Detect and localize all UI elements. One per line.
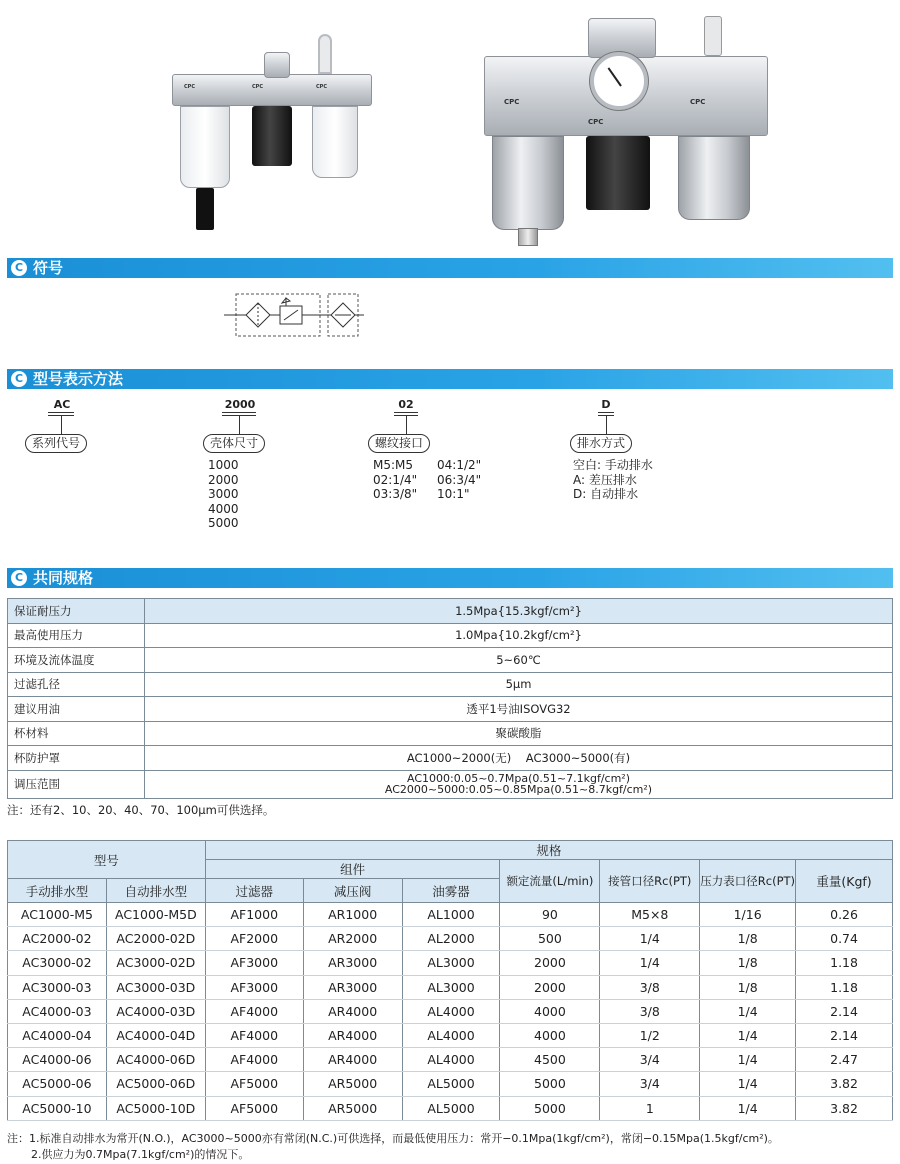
group-label-size: 壳体尺寸 — [203, 434, 265, 453]
table-cell: AL5000 — [402, 1096, 500, 1120]
table-cell: AC3000-02 — [8, 951, 107, 975]
table-row — [8, 672, 893, 697]
option-item: 06:3/4" — [437, 472, 482, 487]
table-cell: 1/4 — [700, 999, 796, 1023]
table-row — [8, 746, 893, 771]
table-cell: AC4000-04D — [106, 1023, 205, 1047]
option-item: 4000 — [208, 501, 239, 516]
table-cell: 5000 — [500, 1096, 600, 1120]
group-label-series: 系列代号 — [25, 434, 87, 453]
header-flow: 额定流量(L/min) — [500, 860, 600, 903]
models-note-1: 注：1.标准自动排水为常开(N.O.)，AC3000~5000亦有常闭(N.C.)可供选择，而最低使用压力：常开−0.1Mpa(1kgf/cm²)，常闭−0.15Mpa(1.5kgf/cm²)。 — [7, 1132, 779, 1145]
table-cell: AL4000 — [402, 1023, 500, 1047]
table-cell: AC2000-02D — [106, 927, 205, 951]
spec-key: 杯防护罩 — [8, 746, 145, 771]
table-cell: 2.47 — [796, 1048, 893, 1072]
table-cell: 1/4 — [600, 951, 700, 975]
table-row — [8, 599, 893, 624]
table-cell: AC1000-M5D — [106, 903, 205, 927]
header-gauge-port: 压力表口径Rc(PT) — [700, 860, 796, 903]
drain-options — [573, 458, 653, 502]
table-cell: 5000 — [500, 1072, 600, 1096]
table-cell: AC4000-03D — [106, 999, 205, 1023]
table-cell: AF5000 — [205, 1096, 303, 1120]
option-item: 5000 — [208, 516, 239, 530]
code-series: AC — [53, 398, 71, 411]
option-item: 空白: 手动排水 — [573, 458, 653, 472]
spec-value: 5~60℃ — [145, 648, 893, 673]
model-rows — [8, 903, 893, 1121]
code-connector — [406, 415, 407, 434]
table-row — [8, 721, 893, 746]
table-cell: 1/4 — [700, 1072, 796, 1096]
table-row — [8, 1072, 893, 1096]
table-cell: AF4000 — [205, 999, 303, 1023]
table-cell: AL1000 — [402, 903, 500, 927]
table-cell: AC3000-03 — [8, 975, 107, 999]
brand-label: CPC — [690, 98, 706, 106]
size-options — [208, 458, 239, 531]
table-cell: AR3000 — [303, 975, 402, 999]
spec-key: 建议用油 — [8, 697, 145, 722]
option-item: A: 差压排水 — [573, 472, 637, 487]
spec-note: 注：还有2、10、20、40、70、100μm可供选择。 — [7, 803, 275, 817]
option-item: D: 自动排水 — [573, 487, 639, 501]
table-cell: 3.82 — [796, 1096, 893, 1120]
frl-unit-small-image — [172, 44, 372, 244]
table-cell: AR2000 — [303, 927, 402, 951]
spec-value — [145, 770, 893, 798]
table-cell: 2000 — [500, 975, 600, 999]
table-cell: 3/4 — [600, 1048, 700, 1072]
table-cell: 1/8 — [700, 975, 796, 999]
table-cell: 1/2 — [600, 1023, 700, 1047]
table-cell: AC4000-04 — [8, 1023, 107, 1047]
spec-value: AC1000~2000(无) AC3000~5000(有) — [145, 746, 893, 771]
table-row — [8, 1096, 893, 1120]
frl-unit-large-image — [478, 18, 768, 248]
header-filter: 过滤器 — [205, 879, 303, 903]
section-bar-symbol — [7, 258, 893, 278]
table-cell: AL3000 — [402, 975, 500, 999]
table-row — [8, 999, 893, 1023]
table-cell: 4000 — [500, 999, 600, 1023]
table-cell: AC4000-06 — [8, 1048, 107, 1072]
header-lubricator: 油雾器 — [402, 879, 500, 903]
table-cell: AR4000 — [303, 999, 402, 1023]
spec-value: 聚碳酸脂 — [145, 721, 893, 746]
table-cell: AF1000 — [205, 903, 303, 927]
table-row — [8, 648, 893, 673]
header-auto: 自动排水型 — [106, 879, 205, 903]
table-cell: 3/4 — [600, 1072, 700, 1096]
models-table — [7, 840, 893, 1121]
table-cell: 3.82 — [796, 1072, 893, 1096]
table-cell: AC2000-02 — [8, 927, 107, 951]
table-cell: AR5000 — [303, 1096, 402, 1120]
option-item: 04:1/2" — [437, 458, 482, 472]
brand-label: CPC — [184, 84, 196, 90]
table-cell: AF3000 — [205, 975, 303, 999]
table-cell: 1/8 — [700, 951, 796, 975]
table-cell: 1 — [600, 1096, 700, 1120]
code-underline — [222, 412, 256, 413]
spec-key: 保证耐压力 — [8, 599, 145, 624]
table-cell: 1/8 — [700, 927, 796, 951]
table-cell: 4000 — [500, 1023, 600, 1047]
table-cell: AF2000 — [205, 927, 303, 951]
table-cell: 0.74 — [796, 927, 893, 951]
spec-value-line: AC1000:0.05~0.7Mpa(0.51~7.1kgf/cm²) — [406, 772, 631, 785]
pressure-gauge-icon — [590, 52, 648, 110]
section-c-icon: C — [11, 371, 27, 387]
header-manual: 手动排水型 — [8, 879, 107, 903]
code-underline — [48, 412, 74, 413]
spec-key: 过滤孔径 — [8, 672, 145, 697]
header-port: 接管口径Rc(PT) — [600, 860, 700, 903]
table-cell: AL5000 — [402, 1072, 500, 1096]
table-cell: 2000 — [500, 951, 600, 975]
table-cell: AR4000 — [303, 1048, 402, 1072]
spec-key: 调压范围 — [8, 770, 145, 798]
table-cell: 1.18 — [796, 975, 893, 999]
table-row — [8, 951, 893, 975]
frl-symbol-diagram — [224, 290, 364, 340]
table-cell: AC5000-06 — [8, 1072, 107, 1096]
table-row — [8, 903, 893, 927]
table-cell: 500 — [500, 927, 600, 951]
table-cell: AR3000 — [303, 951, 402, 975]
brand-label: CPC — [504, 98, 520, 106]
table-cell: AF5000 — [205, 1072, 303, 1096]
table-cell: 2.14 — [796, 999, 893, 1023]
table-cell: AC4000-03 — [8, 999, 107, 1023]
spec-value: 透平1号油ISOVG32 — [145, 697, 893, 722]
table-row — [8, 975, 893, 999]
table-cell: 1/4 — [600, 927, 700, 951]
table-cell: AC5000-10 — [8, 1096, 107, 1120]
brand-label: CPC — [252, 84, 264, 90]
table-row — [8, 623, 893, 648]
table-cell: 0.26 — [796, 903, 893, 927]
spec-key: 最高使用压力 — [8, 623, 145, 648]
table-cell: M5×8 — [600, 903, 700, 927]
section-c-icon: C — [11, 570, 27, 586]
group-label-thread: 螺纹接口 — [368, 434, 430, 453]
table-cell: AC4000-06D — [106, 1048, 205, 1072]
group-label-drain: 排水方式 — [570, 434, 632, 453]
table-cell: AC5000-06D — [106, 1072, 205, 1096]
code-underline — [598, 412, 614, 413]
common-spec-table — [7, 598, 893, 799]
spec-key: 杯材料 — [8, 721, 145, 746]
spec-value: 1.5Mpa{15.3kgf/cm²} — [145, 599, 893, 624]
table-cell: 1/4 — [700, 1096, 796, 1120]
table-cell: AL3000 — [402, 951, 500, 975]
code-underline — [394, 412, 418, 413]
header-spec: 规格 — [205, 841, 892, 860]
section-bar-model-code — [7, 369, 893, 389]
section-title: 型号表示方法 — [33, 370, 124, 388]
spec-value: 5μm — [145, 672, 893, 697]
table-cell: AF4000 — [205, 1048, 303, 1072]
table-row — [8, 1048, 893, 1072]
table-cell: AL4000 — [402, 999, 500, 1023]
code-connector — [61, 415, 62, 434]
table-cell: 1/4 — [700, 1023, 796, 1047]
section-title: 共同规格 — [33, 569, 94, 587]
code-size: 2000 — [224, 398, 256, 411]
thread-options-col2 — [437, 458, 481, 502]
brand-label: CPC — [588, 118, 604, 126]
table-row — [8, 770, 893, 798]
table-cell: AR5000 — [303, 1072, 402, 1096]
header-regulator: 减压阀 — [303, 879, 402, 903]
spec-value: 1.0Mpa{10.2kgf/cm²} — [145, 623, 893, 648]
option-item: 1000 — [208, 458, 239, 472]
table-row — [8, 927, 893, 951]
section-bar-common-spec — [7, 568, 893, 588]
table-cell: 2.14 — [796, 1023, 893, 1047]
brand-label: CPC — [316, 84, 328, 90]
table-cell: 3/8 — [600, 975, 700, 999]
table-cell: AC5000-10D — [106, 1096, 205, 1120]
code-thread: 02 — [398, 398, 414, 411]
option-item: M5:M5 — [373, 458, 414, 472]
spec-key: 环境及流体温度 — [8, 648, 145, 673]
table-cell: AF3000 — [205, 951, 303, 975]
product-photos — [0, 0, 900, 255]
table-cell: 4500 — [500, 1048, 600, 1072]
table-cell: 1.18 — [796, 951, 893, 975]
table-cell: AR1000 — [303, 903, 402, 927]
table-cell: AR4000 — [303, 1023, 402, 1047]
table-cell: AC3000-03D — [106, 975, 205, 999]
table-cell: 3/8 — [600, 999, 700, 1023]
table-cell: AL4000 — [402, 1048, 500, 1072]
section-c-icon: C — [11, 260, 27, 276]
table-cell: 90 — [500, 903, 600, 927]
table-cell: 1/16 — [700, 903, 796, 927]
code-drain: D — [601, 398, 611, 411]
option-item: 10:1" — [437, 487, 470, 501]
table-row — [8, 1023, 893, 1047]
section-title: 符号 — [33, 259, 64, 277]
thread-options-col1 — [373, 458, 417, 502]
table-cell: AL2000 — [402, 927, 500, 951]
header-weight: 重量(Kgf) — [796, 860, 893, 903]
table-row — [8, 697, 893, 722]
option-item: 02:1/4" — [373, 472, 418, 487]
code-connector — [606, 415, 607, 434]
models-note-2: 2.供应力为0.7Mpa(7.1kgf/cm²)的情况下。 — [31, 1148, 250, 1161]
table-cell: AC1000-M5 — [8, 903, 107, 927]
spec-value-line: AC2000~5000:0.05~0.85Mpa(0.51~8.7kgf/cm²) — [384, 783, 653, 796]
table-cell: AC3000-02D — [106, 951, 205, 975]
option-item: 03:3/8" — [373, 487, 418, 501]
option-item: 2000 — [208, 472, 239, 487]
header-component: 组件 — [205, 860, 500, 879]
option-item: 3000 — [208, 487, 239, 501]
table-cell: AF4000 — [205, 1023, 303, 1047]
header-model: 型号 — [8, 841, 206, 879]
code-connector — [239, 415, 240, 434]
table-cell: 1/4 — [700, 1048, 796, 1072]
